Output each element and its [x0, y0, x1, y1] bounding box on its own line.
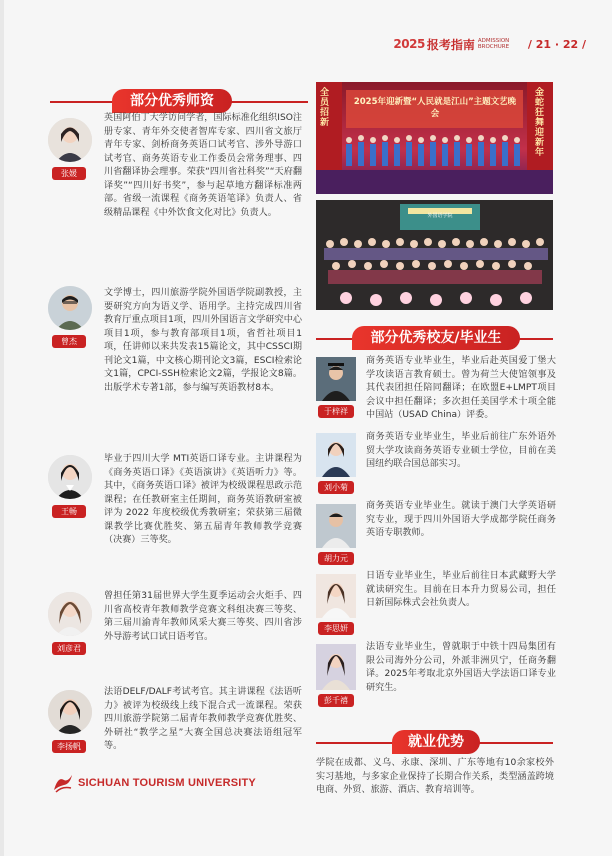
page-edge: [0, 0, 4, 856]
teacher-name-tag: 张媛: [52, 167, 86, 180]
alumni-photo: [316, 644, 356, 690]
alumni-bio: 法语专业毕业生，曾就职于中铁十四局集团有限公司海外分公司，外派非洲贝宁，任商务翻译。2025年考取北京外国语大学法语口译专业研究生。: [366, 642, 556, 693]
employment-text: 学院在成都、义乌、永康、深圳、广东等地有10余家校外实习基地，与多家企业保持了长期合作关系，类型涵盖跨境电商、外贸、旅游、酒店、教育培训等。: [316, 758, 554, 795]
teacher-name-tag: 曾杰: [52, 335, 86, 348]
teacher-name-tag: 王畅: [52, 505, 86, 518]
university-logo-icon: [52, 772, 74, 794]
teacher-name-tag: 刘彦君: [52, 642, 86, 655]
teacher-bio: 法语DELF/DALF考试考官。其主讲课程《法语听力》被评为校级线上线下混合式一流课程。荣获四川旅游学院第二届青年教师教学竞赛优胜奖、外研社“教学之星”大赛全国总决赛法语组冠军等。: [104, 687, 302, 751]
alumni-bio: 商务英语专业毕业生。就读于澳门大学英语研究专业，现于四川外国语大学成都学院任商务英语专职教师。: [366, 501, 556, 538]
alumni-photo: [316, 574, 356, 618]
gala-left-banner: 全员招新: [320, 88, 330, 128]
header-year: 2025: [393, 37, 425, 51]
teacher-bio: 毕业于四川大学 MTI英语口译专业。主讲课程为《商务英语口译》《英语演讲》《英语听力》等。其中，《商务英语口译》被评为校级课程思政示范课程；在任教研室主任期间，商务英语教研室被评为 2022 年度校级优秀教研室；荣获第三届微课教学比赛优胜奖、第五届青年教师教学竞赛（决赛）三等奖。: [104, 454, 302, 545]
alumni-photo: [316, 504, 356, 548]
university-logo: [52, 772, 256, 794]
teacher-avatar: [48, 455, 92, 499]
teacher-name-tag: 李扬帆: [52, 740, 86, 753]
university-logo-text: SICHUAN TOURISM UNIVERSITY: [78, 777, 256, 789]
employment-section-title: 就业优势: [392, 730, 480, 754]
page-header: [393, 36, 586, 52]
alumni-name-tag: 刘小菊: [318, 481, 354, 494]
alumni-photo: [316, 433, 356, 477]
teacher-avatar: [48, 690, 92, 734]
teacher-avatar: [48, 118, 92, 162]
alumni-photo: [316, 357, 356, 401]
teachers-section-title: 部分优秀师资: [112, 89, 232, 113]
gala-right-banner: 金蛇狂舞迎新年: [535, 88, 545, 158]
page-numbers: / 21 · 22 /: [527, 37, 586, 51]
alumni-name-tag: 于梓祥: [318, 405, 354, 418]
header-title: 报考指南: [426, 37, 475, 52]
alumni-name-tag: 彭千禧: [318, 694, 354, 707]
alumni-name-tag: 李思妍: [318, 622, 354, 635]
header-title-en: ADMISSION BROCHURE: [477, 38, 510, 50]
alumni-bio: 日语专业毕业生，毕业后前往日本武藏野大学就读研究生。目前在日本升力贸易公司，担任日新国际株式会社负责人。: [366, 571, 556, 608]
teacher-avatar: [48, 592, 92, 636]
gala-caption: 2025年迎新暨“人民就是江山”主题文艺晚会: [353, 97, 517, 119]
teacher-bio: 文学博士，四川旅游学院外国语学院副教授，主要研究方向为语义学、语用学。主持完成四川省教育厅重点项目1项，四川外国语言文学研究中心项目1项，参与教育部项目1项，省哲社项目1项，任讲师以来共发表15篇论文，其中CSSCI期刊论文1篇，中文核心期刊论文3篇，ESCI检索论文1篇，CPCI-SSH检索论文2篇，学报论文8篇。出版学术专著1部，参与编写英语教材8本。: [104, 288, 302, 393]
teacher-avatar: [48, 286, 92, 330]
alumni-bio: 商务英语专业毕业生，毕业后前往广东外语外贸大学攻读商务英语专业硕士学位，目前在美国纽约联合国总部实习。: [366, 432, 556, 469]
gala-photo: [316, 82, 553, 194]
group-photo-caption: 外国语学院: [427, 213, 453, 219]
alumni-bio: 商务英语专业毕业生，毕业后赴英国爱丁堡大学攻读语言教育硕士。曾为荷兰大使馆领事及其代表团担任陪同翻译；在欧盟E+LMPT项目会议中担任翻译；多次担任美国学术十项全能中国站（USAD China）评委。: [366, 356, 556, 420]
group-photo: [316, 200, 553, 310]
alumni-section-title: 部分优秀校友/毕业生: [352, 326, 520, 350]
alumni-name-tag: 胡力元: [318, 552, 354, 565]
teacher-bio: 英国阿伯丁大学访问学者，国际标准化组织ISO注册专家、青年外交使者智库专家、四川省文旅厅青年专家、剑桥商务英语口试考官、涉外导游口试考官、商务英语专业工作委员会常务理事、四川省翻译协会理事。荣获“四川省社科奖”“天府翻译奖”“四川好书奖”，参与起草地方翻译标准两部。省级一流课程《商务英语笔译》负责人、省级精品课程《中外饮食文化对比》负责人。: [104, 113, 302, 218]
teacher-bio: 曾担任第31届世界大学生夏季运动会火炬手、四川省高校青年教师教学竞赛文科组决赛三等奖、第三届川渝青年教师风采大赛三等奖、四川省涉外导游考试口试日语考官。: [104, 591, 302, 642]
